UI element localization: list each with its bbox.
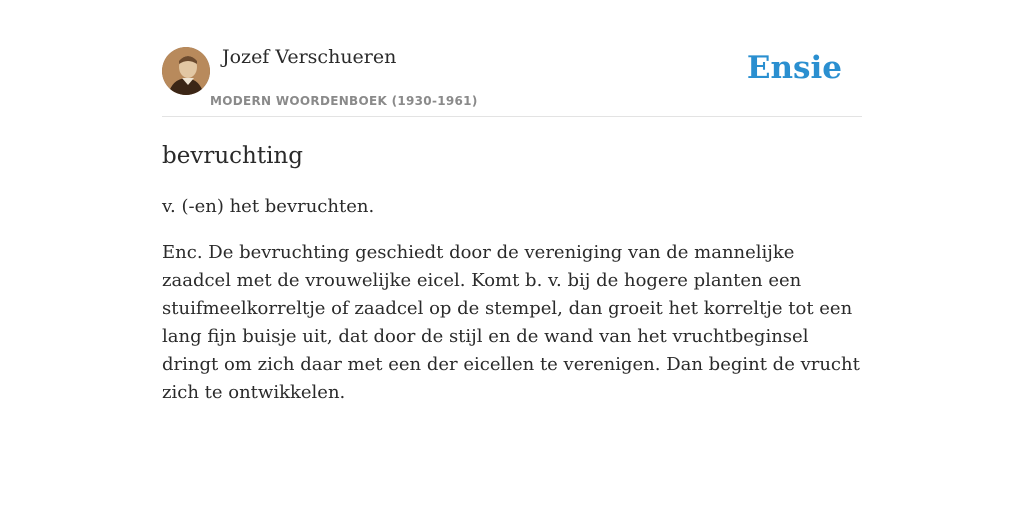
entry-term: bevruchting (162, 143, 303, 169)
entry-card (162, 40, 862, 407)
author-name[interactable]: Jozef Verschueren (222, 46, 397, 68)
entry-encyclopedic-text: Enc. De bevruchting geschiedt door de vereniging van de mannelijke zaadcel met de vrouwelijke eicel. Komt b. v. bij de hogere planten een stuifmeelkorreltje of zaadcel op de stempel, dan groeit het korreltje tot een lang fijn buisje uit, dat door de stijl en de wand van het vruchtbeginsel dringt om zich daar met een der eicellen te verenigen. Dan begint de vrucht zich te ontwikkelen. (162, 242, 860, 403)
brand-logo[interactable]: Ensie (746, 50, 842, 86)
author-avatar[interactable] (162, 47, 210, 95)
source-label[interactable]: MODERN WOORDENBOEK (1930-1961) (210, 94, 478, 108)
entry-header (162, 40, 862, 117)
entry-definition: v. (-en) het bevruchten. (162, 196, 375, 217)
author-portrait-icon (162, 47, 210, 95)
